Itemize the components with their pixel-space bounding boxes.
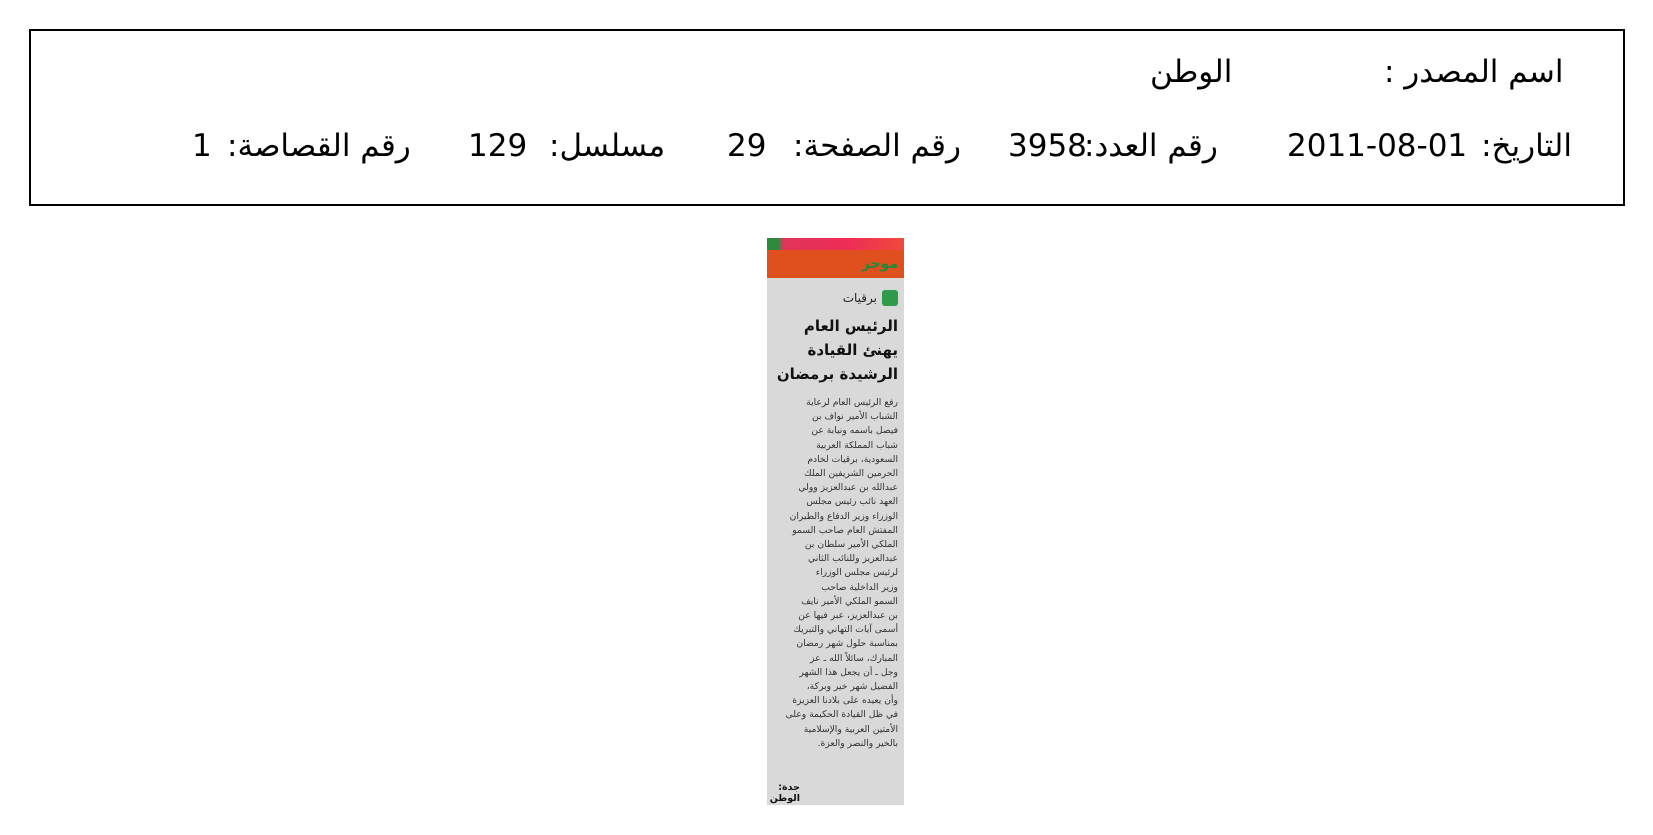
body-line: في ظل القيادة الحكيمة وعلى <box>785 709 898 721</box>
body-line: المبارك، سائلاً الله ـ عز <box>810 652 898 664</box>
date-value: 2011-08-01 <box>1287 128 1468 164</box>
clip-number-label: رقم القصاصة: <box>227 128 411 164</box>
issue-value: 3958 <box>1008 128 1087 164</box>
body-line: الشباب الأمير نواف بن <box>811 411 898 423</box>
body-line: بمناسبة حلول شهر رمضان <box>796 638 898 650</box>
body-line: عبدالله بن عبدالعزيز وولي <box>798 482 898 494</box>
section-label: موجز <box>861 256 898 272</box>
body-line: الوزراء وزير الدفاع والطيران <box>789 510 898 522</box>
body-line: وزير الداخلية صاحب <box>821 581 898 593</box>
clipping-body <box>770 396 898 751</box>
body-line: الأمتين العربية والإسلامية <box>803 723 898 735</box>
issue-label: رقم العدد: <box>1084 128 1218 164</box>
body-line: الملكي الأمير سلطان بن <box>804 539 898 551</box>
date-label: التاريخ: <box>1481 128 1572 164</box>
body-line: بالخير والنصر والعزة. <box>817 737 898 749</box>
kicker <box>843 290 898 306</box>
serial-label: مسلسل: <box>549 128 666 164</box>
page-label: رقم الصفحة: <box>793 128 961 164</box>
source-label: اسم المصدر : <box>1384 54 1564 90</box>
clipping-byline: جدة: الوطن <box>769 782 800 804</box>
body-line: شباب المملكة العربية <box>816 439 898 451</box>
body-line: لرئيس مجلس الوزراء <box>815 567 898 579</box>
headline-line: الرشيدة برمضان <box>776 365 898 383</box>
clipping-headline <box>770 314 898 386</box>
green-square-icon <box>882 290 898 306</box>
newspaper-clipping <box>767 238 904 805</box>
serial-value: 129 <box>468 128 528 164</box>
source-value: الوطن <box>1150 54 1233 90</box>
headline-line: الرئيس العام <box>803 317 898 335</box>
body-line: وجل ـ أن يجعل هذا الشهر <box>799 666 898 678</box>
body-line: السمو الملكي الأمير نايف <box>801 595 898 607</box>
body-line: بن عبدالعزيز، عبر فيها عن <box>798 610 898 622</box>
kicker-label: برقيات <box>842 291 877 305</box>
page-value: 29 <box>727 128 767 164</box>
clipping-top-strip <box>767 238 904 250</box>
body-line: أسمى آيات التهاني والتبريك <box>793 624 898 636</box>
body-line: فيصل باسمه ونيابة عن <box>811 425 898 437</box>
headline-line: يهنئ القيادة <box>807 341 898 359</box>
body-line: العهد نائب رئيس مجلس <box>806 496 898 508</box>
body-line: عبدالعزيز وللنائب الثاني <box>808 553 898 565</box>
body-line: المفتش العام صاحب السمو <box>792 524 898 536</box>
body-line: الحرمين الشريفين الملك <box>804 468 898 480</box>
body-line: وأن يعيده على بلادنا العزيزة <box>792 695 898 707</box>
body-line: السعودية، برقيات لخادم <box>807 453 898 465</box>
body-line: الفضيل شهر خير وبركة، <box>806 681 898 693</box>
clip-number-value: 1 <box>192 128 212 164</box>
body-line: رفع الرئيس العام لرعاية <box>806 397 898 408</box>
